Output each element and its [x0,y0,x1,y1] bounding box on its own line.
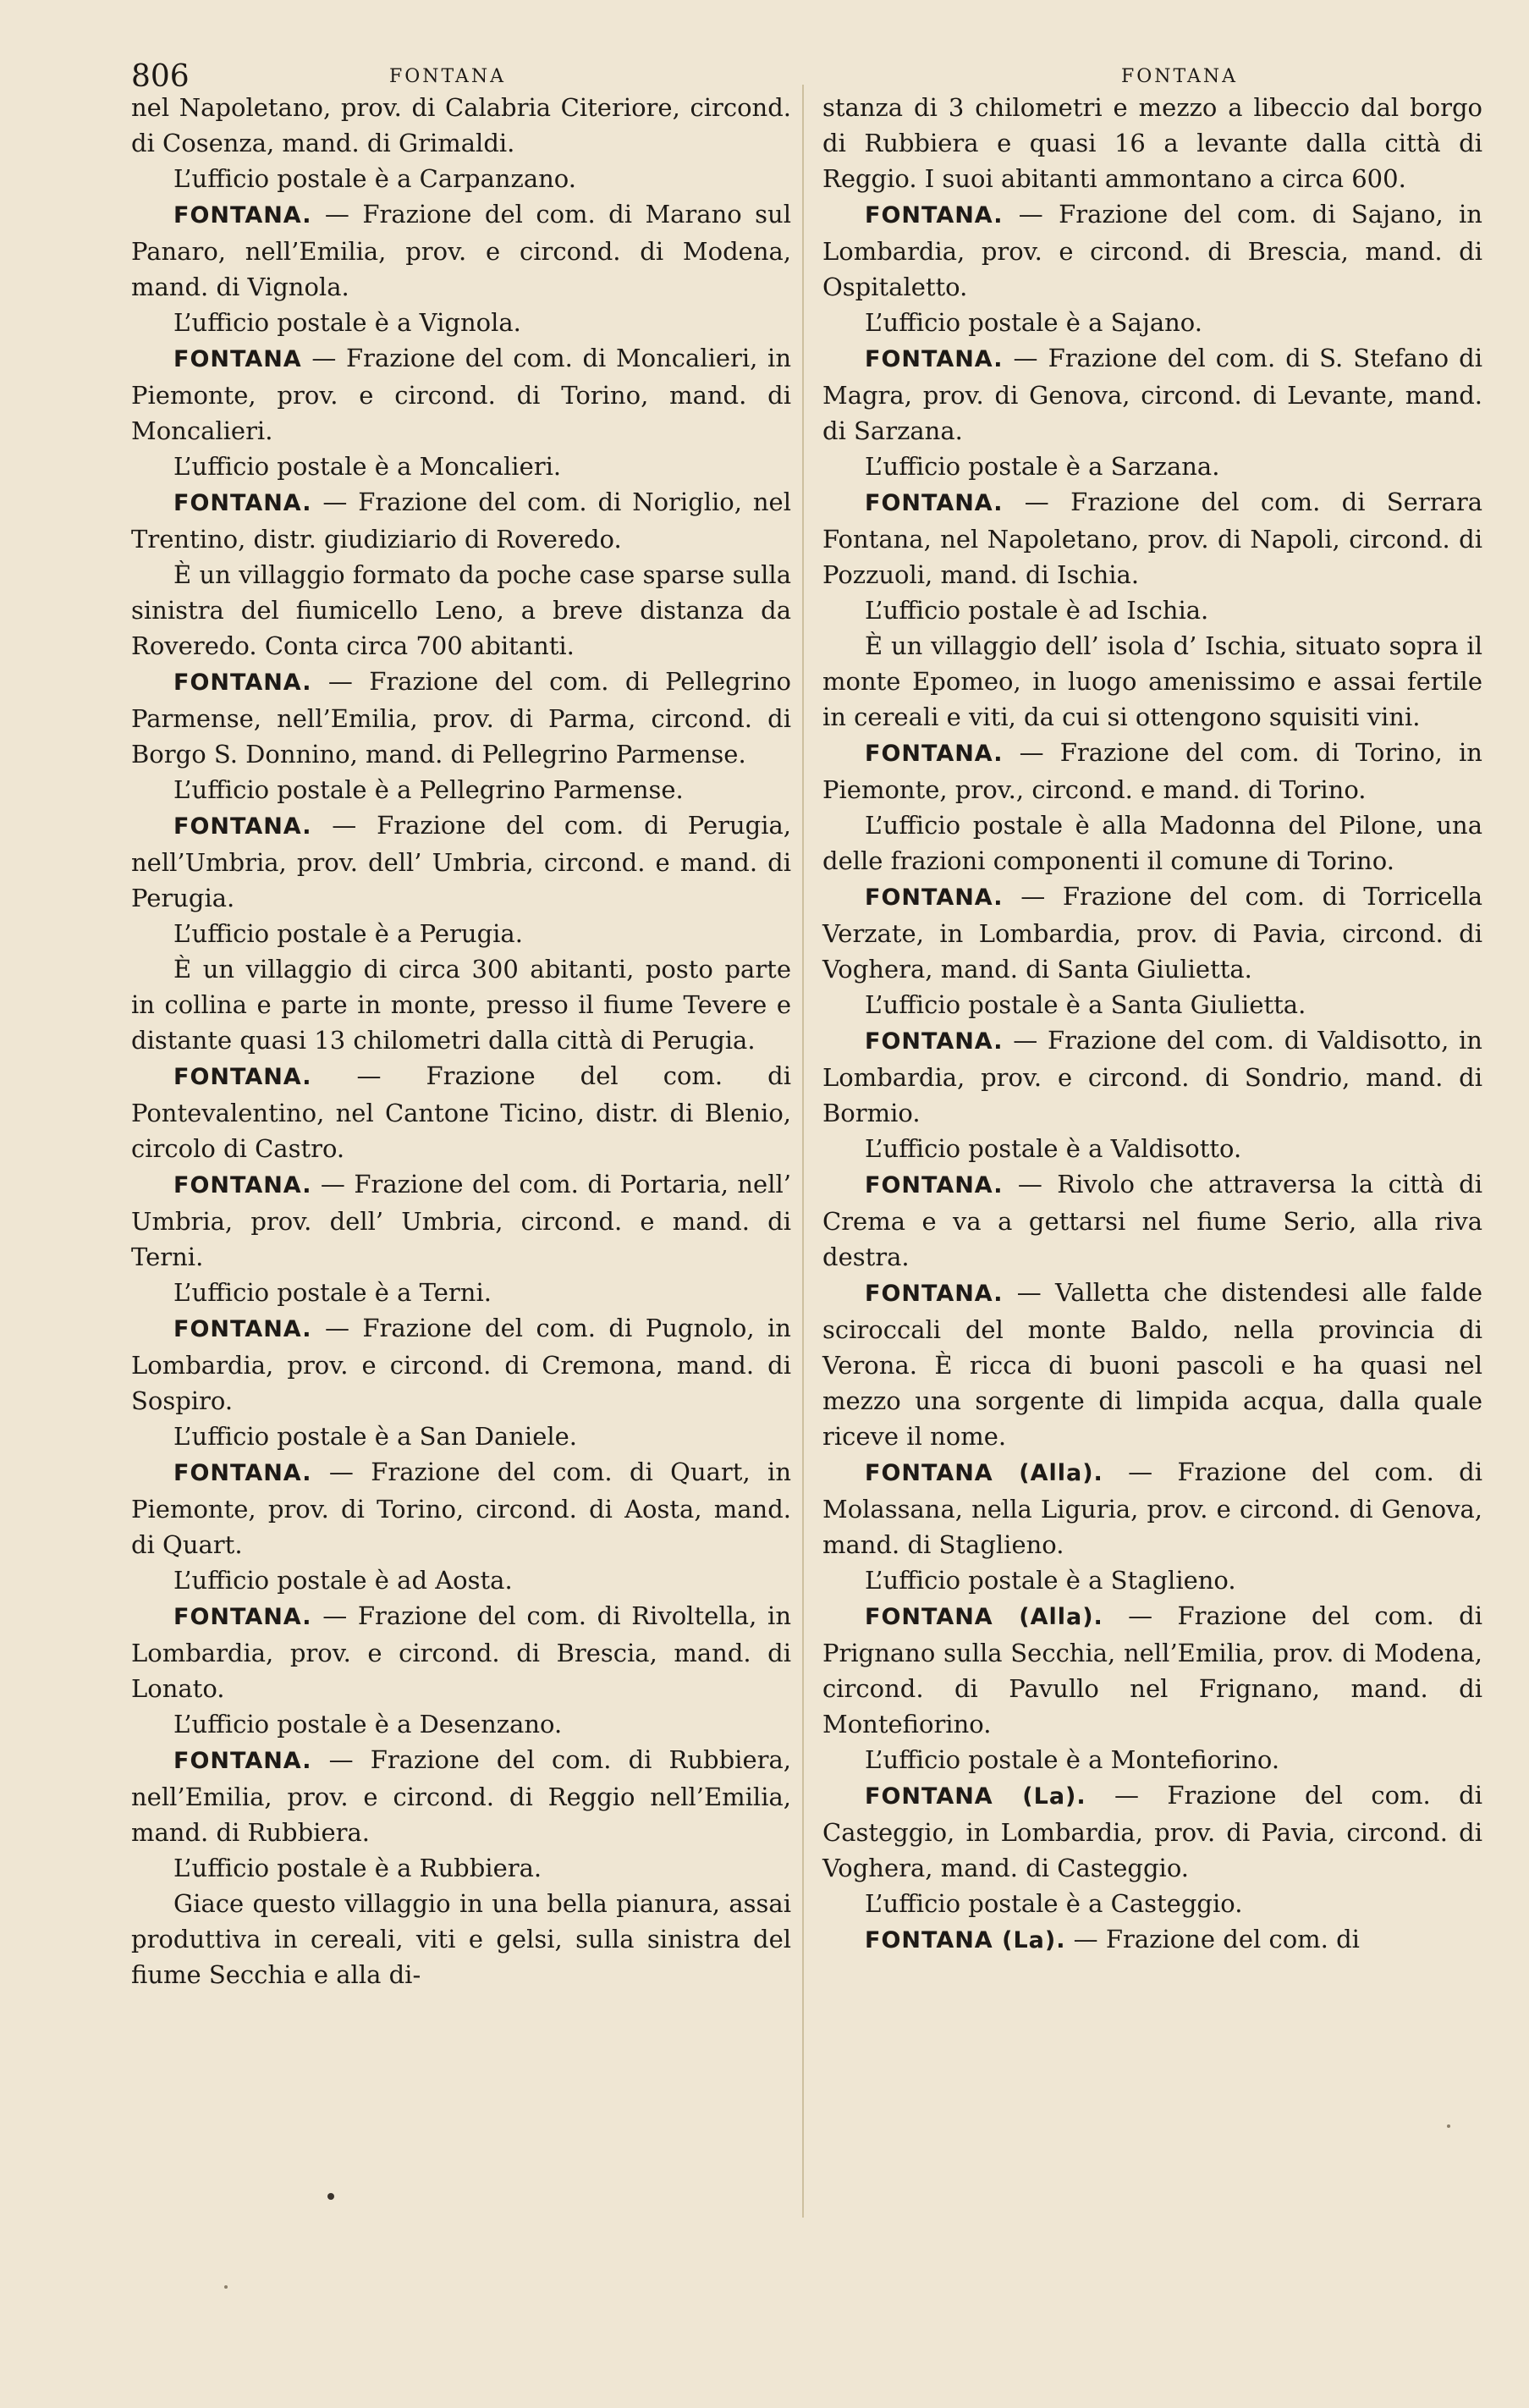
entry-headword: FONTANA. [173,1172,312,1198]
entry [131,1166,791,1275]
entry-headword: FONTANA. [865,1172,1004,1198]
postal-note: L’ufficio postale è a Sarzana. [865,452,1220,481]
entry-text: — Frazione del com. di Marano sul Panaro, nell’Emilia, prov. e circond. di Modena, mand. di Vignola. [131,200,791,301]
entry-text: — Frazione del com. di Moncalieri, in Piemonte, prov. e circond. di Torino, mand. di Moncalieri. [131,344,791,445]
postal-note: L’ufficio postale è a Vignola. [173,308,521,337]
postal-note: L’ufficio postale è a Santa Giulietta. [865,990,1306,1019]
entry-headword: FONTANA. [865,1028,1004,1055]
postal-note: L’ufficio postale è a Carpanzano. [173,164,576,193]
entry-headword: FONTANA. [173,670,312,696]
entry-continuation: nel Napoletano, prov. di Calabria Citeriore, circond. di Cosenza, mand. di Grimaldi. [131,93,791,157]
entry-headword: FONTANA (Alla). [865,1604,1103,1630]
description-paragraph: Giace questo villaggio in una bella pianura, assai produttiva in cereali, viti e gelsi, sulla sinistra del fiume Secchia e alla di- [131,1889,791,1989]
entry-headword: FONTANA. [173,813,312,840]
entry-text: — Frazione del com. di Torino, in Piemonte, prov., circond. e mand. di Torino. [822,738,1482,804]
entry [822,484,1482,592]
postal-note: L’ufficio postale è ad Ischia. [865,596,1209,625]
entry-text: — Frazione del com. di Pontevalentino, nel Cantone Ticino, distr. di Blenio, circolo di Castro. [131,1061,791,1163]
entry-headword: FONTANA. [173,1748,312,1774]
entry-headword: FONTANA. [865,1281,1004,1307]
entry-text: — Frazione del com. di Rivoltella, in Lombardia, prov. e circond. di Brescia, mand. di Lonato. [131,1601,791,1703]
running-head-left: FONTANA [389,66,507,87]
entry-text: — Frazione del com. di Casteggio, in Lombardia, prov. di Pavia, circond. di Voghera, mand. di Casteggio. [822,1781,1482,1882]
entry-text: — Frazione del com. di Sajano, in Lombardia, prov. e circond. di Brescia, mand. di Ospitaletto. [822,200,1482,301]
entry-headword: FONTANA. [173,1316,312,1342]
entry-text: — Frazione del com. di Noriglio, nel Trentino, distr. giudiziario di Roveredo. [131,488,791,554]
entry-text: — Frazione del com. di Torricella Verzate, in Lombardia, prov. di Pavia, circond. di Voghera, mand. di Santa Giulietta. [822,882,1482,984]
entry-headword: FONTANA. [173,202,312,229]
entry [131,1598,791,1706]
entry-headword: FONTANA. [173,1064,312,1090]
entry-headword: FONTANA. [173,1460,312,1486]
postal-note: L’ufficio postale è a Staglieno. [865,1566,1236,1595]
description-paragraph: È un villaggio dell’ isola d’ Ischia, situato sopra il monte Epomeo, in luogo amenissimo e assai fertile in cereali e viti, da cui si ottengono squisiti vini. [822,631,1482,731]
entry [131,1058,791,1166]
left-column [131,90,791,1992]
postal-note: L’ufficio postale è a Valdisotto. [865,1134,1242,1163]
entry-text: — Valletta che distendesi alle falde sciroccali del monte Baldo, nella provincia di Verona. È ricca di buoni pascoli e ha quasi nel mezzo una sorgente di limpida acqua, dalla quale riceve il nome. [822,1278,1482,1451]
entry-headword: FONTANA. [173,490,312,516]
entry-text: — Frazione del com. di Perugia, nell’Umbria, prov. dell’ Umbria, circond. e mand. di Perugia. [131,811,791,912]
entry-headword: FONTANA. [865,884,1004,911]
entry [131,1454,791,1562]
entry-text: — Frazione del com. di S. Stefano di Magra, prov. di Genova, circond. di Levante, mand. di Sarzana. [822,344,1482,445]
entry-headword: FONTANA (La). [865,1927,1066,1953]
entry-text: — Frazione del com. di Valdisotto, in Lombardia, prov. e circond. di Sondrio, mand. di Bormio. [822,1026,1482,1127]
entry [131,340,791,449]
postal-note: L’ufficio postale è alla Madonna del Pilone, una delle frazioni componenti il comune di Torino. [822,811,1482,875]
entry-text: — Frazione del com. di Rubbiera, nell’Emilia, prov. e circond. di Reggio nell’Emilia, mand. di Rubbiera. [131,1745,791,1847]
entry [822,1454,1482,1562]
description-paragraph: È un villaggio formato da poche case sparse sulla sinistra del fiumicello Leno, a breve distanza da Roveredo. Conta circa 700 abitanti. [131,560,791,660]
entry [822,196,1482,305]
paper-speck [1447,2124,1450,2128]
entry [131,807,791,916]
postal-note: L’ufficio postale è a Desenzano. [173,1710,563,1738]
postal-note: L’ufficio postale è a Pellegrino Parmense. [173,775,684,804]
entry-text: — Frazione del com. di Serrara Fontana, nel Napoletano, prov. di Napoli, circond. di Pozzuoli, mand. di Ischia. [822,488,1482,589]
entry [131,1742,791,1850]
entry-text: — Frazione del com. di [1065,1925,1360,1953]
postal-note: L’ufficio postale è a Montefiorino. [865,1745,1280,1774]
entry-headword: FONTANA. [865,346,1004,372]
entry [131,196,791,305]
postal-note: L’ufficio postale è a Terni. [173,1278,492,1307]
postal-note: L’ufficio postale è ad Aosta. [173,1566,513,1595]
entry [822,340,1482,449]
entry-text: — Frazione del com. di Pugnolo, in Lombardia, prov. e circond. di Cremona, mand. di Sospiro. [131,1314,791,1415]
paper-speck [224,2285,228,2289]
entry-text: — Frazione del com. di Pellegrino Parmense, nell’Emilia, prov. di Parma, circond. di Borgo S. Donnino, mand. di Pellegrino Parmense. [131,667,791,769]
entry-text: — Rivolo che attraversa la città di Crema e va a gettarsi nel fiume Serio, alla riva destra. [822,1170,1482,1271]
right-column [822,90,1482,1959]
postal-note: L’ufficio postale è a Perugia. [173,919,523,948]
postal-note: L’ufficio postale è a Moncalieri. [173,452,562,481]
entry-text: — Frazione del com. di Prignano sulla Secchia, nell’Emilia, prov. di Modena, circond. di Pavullo nel Frignano, mand. di Montefiorino. [822,1601,1482,1738]
entry-headword: FONTANA. [865,490,1004,516]
entry [822,1598,1482,1742]
entry-headword: FONTANA. [173,1604,312,1630]
entry-headword: FONTANA. [865,741,1004,767]
description-paragraph: È un villaggio di circa 300 abitanti, posto parte in collina e parte in monte, presso il fiume Tevere e distante quasi 13 chilometri dalla città di Perugia. [131,955,791,1055]
entry [131,484,791,557]
entry [822,735,1482,807]
entry [822,879,1482,987]
entry-text: — Frazione del com. di Quart, in Piemonte, prov. di Torino, circond. di Aosta, mand. di Quart. [131,1457,791,1559]
running-head-right: FONTANA [1121,66,1239,87]
entry-headword: FONTANA. [865,202,1004,229]
entry [822,1921,1482,1959]
entry-headword: FONTANA (La). [865,1783,1086,1810]
entry-headword: FONTANA (Alla). [865,1460,1103,1486]
entry [822,1022,1482,1131]
postal-note: L’ufficio postale è a Casteggio. [865,1889,1243,1918]
page-number: 806 [131,59,190,94]
entry [822,1166,1482,1275]
postal-note: L’ufficio postale è a Rubbiera. [173,1854,542,1882]
entry [131,664,791,772]
entry [131,1310,791,1419]
postal-note: L’ufficio postale è a San Daniele. [173,1422,578,1451]
postal-note: L’ufficio postale è a Sajano. [865,308,1202,337]
entry [822,1275,1482,1454]
entry-text: — Frazione del com. di Molassana, nella Liguria, prov. e circond. di Genova, mand. di Staglieno. [822,1457,1482,1559]
entry [822,1777,1482,1886]
print-mark-dot [327,2193,334,2200]
entry-headword: FONTANA [173,346,302,372]
entry-continuation: stanza di 3 chilometri e mezzo a libeccio dal borgo di Rubbiera e quasi 16 a levante dalla città di Reggio. I suoi abitanti ammontano a circa 600. [822,93,1482,193]
column-rule [802,85,804,2218]
entry-text: — Frazione del com. di Portaria, nell’ Umbria, prov. dell’ Umbria, circond. e mand. di Terni. [131,1170,791,1271]
